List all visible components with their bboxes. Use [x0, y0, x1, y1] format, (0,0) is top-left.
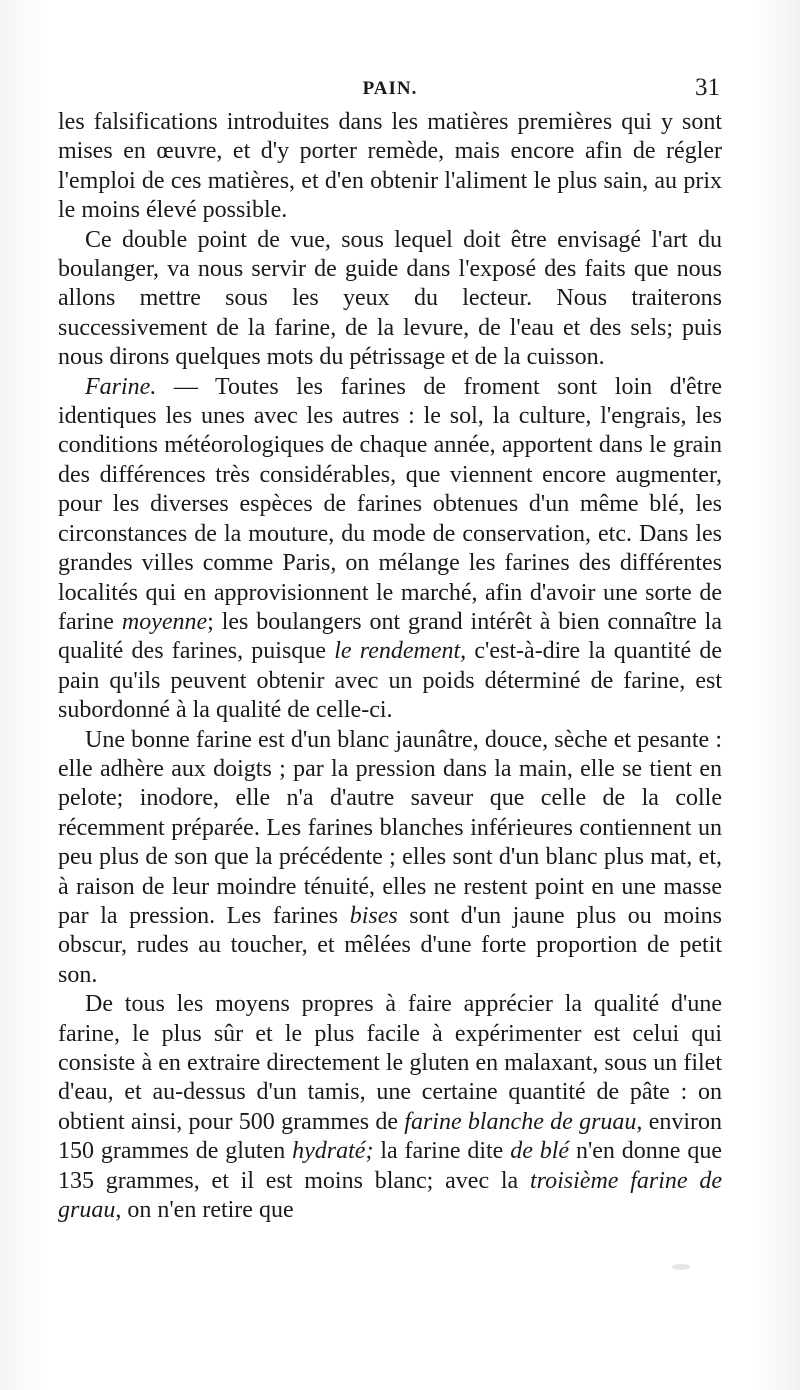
running-head: PAIN. — [362, 78, 418, 99]
text-run: Ce double point de vue, sous lequel doit être envisagé l'art du boulanger, va nous servir de guide dans l'exposé des faits que nous allons mettre sous les yeux du lecteur. Nous traiterons successivement de la farine, de la levure, de l'eau et des sels; puis nous dirons quelques mots du pétrissage et de la cuisson. — [58, 226, 722, 371]
text-run: sont d'un jaune plus ou moins obscur, rudes au toucher, et mêlées d'une forte proportion de petit son. — [58, 902, 722, 988]
text-run: on n'en retire que — [121, 1197, 294, 1224]
text-run: De tous les moyens propres à faire apprécier la qualité d'une farine, le plus sûr et le plus facile à expérimenter est celui qui consiste à en extraire directement le gluten en malaxant, sous un filet d'eau, et au-dessus d'un tamis, une certaine quantité de pâte : on obtient ainsi, pour 500 grammes de — [58, 991, 722, 1135]
italic-text: de blé — [510, 1138, 570, 1165]
paragraph — [58, 108, 722, 226]
paragraph — [58, 726, 722, 991]
italic-text: moyenne — [121, 608, 208, 635]
text-run: les falsifications introduites dans les matières premières qui y sont mises en œuvre, et d'y porter remède, mais encore afin de régler l'emploi de ces matières, et d'en obtenir l'aliment le plus sain, au prix le moins élevé possible. — [58, 109, 722, 224]
page-number: 31 — [695, 74, 720, 101]
paragraph — [58, 990, 722, 1225]
text-run: ; les boulangers ont grand intérêt à bien connaître la qualité des farines, puisque — [58, 608, 722, 665]
text-run: n'en donne que 135 grammes, et il est moins blanc; avec la — [58, 1138, 722, 1194]
text-run: c'est-à-dire la quantité de pain qu'ils peuvent obtenir avec un poids déterminé de farine, est subordonné à la qualité de celle-ci. — [58, 638, 722, 724]
italic-text: le rendement, — [334, 638, 467, 665]
paper-speck — [672, 1264, 690, 1270]
text-run: la farine dite — [373, 1138, 511, 1165]
text-run: — Toutes les farines de froment sont loin d'être identiques les unes avec les autres : le sol, la culture, l'engrais, les conditions météorologiques de chaque année, apportent dans le grain des différences très considérables, que viennent encore augmenter, pour les diverses espèces de farines obtenues d'un même blé, les circonstances de la mouture, du mode de conservation, etc. Dans les grandes villes comme Paris, on mélange les farines des différentes localités qui en approvisionnent le marché, afin d'avoir une sorte de farine — [58, 373, 722, 635]
paragraph — [58, 373, 722, 726]
page-header — [60, 76, 720, 106]
text-run: environ 150 grammes de gluten — [58, 1108, 723, 1165]
italic-text: bises — [349, 902, 398, 929]
italic-text: farine blanche de gruau, — [404, 1108, 643, 1135]
italic-text: troisième farine de gruau, — [58, 1167, 722, 1224]
body-text — [58, 108, 722, 1225]
text-run: Une bonne farine est d'un blanc jaunâtre, douce, sèche et pesante : elle adhère aux doigts ; par la pression dans la main, elle se tient en pelote; inodore, elle n'a d'autre saveur que celle de la colle récemment préparée. Les farines blanches inférieures contiennent un peu plus de son que la précédente ; elles sont d'un blanc plus mat, et, à raison de leur moindre ténuité, elles ne restent point en une masse par la pression. Les farines — [58, 726, 722, 929]
italic-text: Farine. — [85, 373, 157, 400]
paragraph — [58, 226, 722, 373]
italic-text: hydraté; — [292, 1138, 374, 1165]
